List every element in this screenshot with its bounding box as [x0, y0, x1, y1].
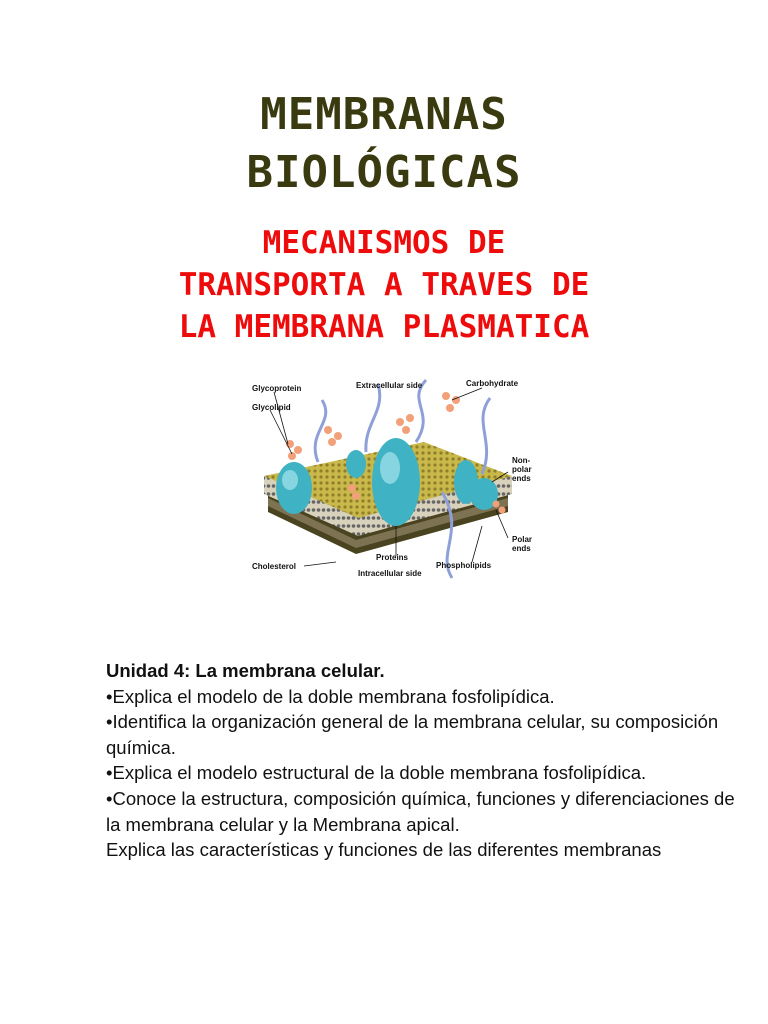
objective-item-2: •Identifica la organización general de la membrana celular, su composición química.: [106, 711, 719, 758]
unit-objectives: [106, 658, 736, 863]
unit-title: Unidad 4: La membrana celular.: [106, 660, 385, 681]
objective-item-4: •Conoce la estructura, composición química, funciones y diferenciaciones de la membrana celular y la Membrana apical.: [106, 787, 735, 835]
label-polar-1: Polar: [512, 535, 533, 544]
objective-item-5: Explica las características y funciones de las diferentes membranas: [106, 839, 662, 861]
label-proteins: Proteins: [376, 553, 409, 562]
carbohydrate-strand-2: [366, 384, 380, 452]
label-glycolipid: Glycolipid: [252, 403, 291, 412]
subtitle-line-1: MECANISMOS DE: [262, 225, 506, 261]
protein-4: [346, 450, 366, 478]
page-subtitle: [0, 222, 768, 348]
label-carbohydrate: Carbohydrate: [466, 379, 519, 388]
label-nonpolar-3: ends: [512, 474, 531, 483]
label-cholesterol: Cholesterol: [252, 562, 297, 571]
label-phospholipids: Phospholipids: [436, 561, 492, 570]
subtitle-line-2: TRANSPORTA A TRAVES DE: [178, 267, 590, 303]
label-polar-2: ends: [512, 544, 531, 553]
title-line-1: MEMBRANAS: [260, 89, 508, 140]
membrane-illustration: [246, 372, 538, 584]
carbohydrate-strand-5: [482, 398, 490, 474]
label-nonpolar-2: polar: [512, 465, 532, 474]
objective-item-3: •Explica el modelo estructural de la doble membrana fosfolipídica.: [106, 762, 647, 784]
membrane-diagram: [246, 372, 538, 584]
page-title: [0, 86, 768, 202]
objective-item-1: •Explica el modelo de la doble membrana fosfolipídica.: [106, 685, 555, 707]
label-glycoprotein: Glycoprotein: [252, 384, 302, 393]
label-extracellular-side: Extracellular side: [356, 381, 423, 390]
subtitle-line-3: LA MEMBRANA PLASMATICA: [178, 309, 590, 345]
label-intracellular-side: Intracellular side: [358, 569, 422, 578]
title-line-2: BIOLÓGICAS: [246, 147, 522, 198]
label-nonpolar-1: Non-: [512, 456, 531, 465]
protein-2: [372, 438, 420, 526]
